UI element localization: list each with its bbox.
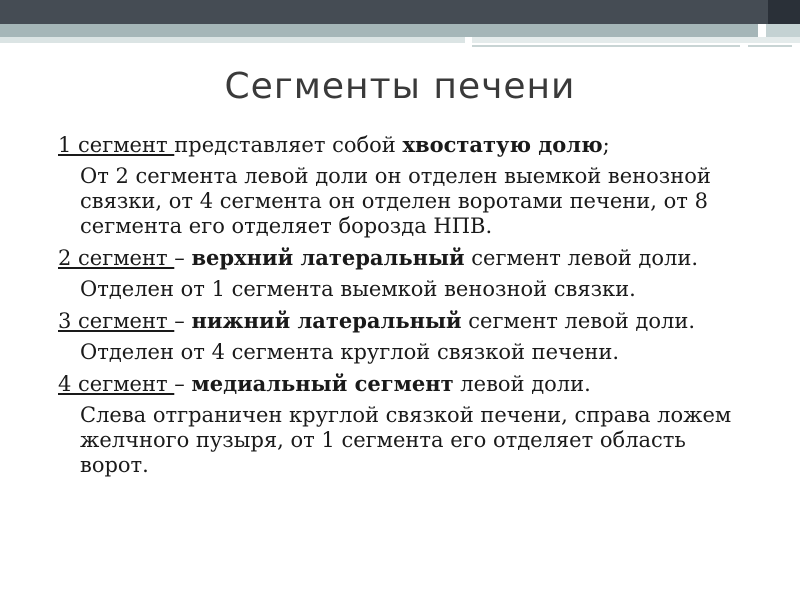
segment-2-text: – <box>174 246 192 270</box>
segment-2-rest: сегмент левой доли. <box>464 246 699 270</box>
segment-1-bold: хвостатую долю <box>402 132 603 157</box>
header-line-right <box>748 45 792 47</box>
header-band-dark <box>0 0 800 24</box>
segment-3-item <box>58 308 748 334</box>
segment-2-label: 2 сегмент <box>58 246 175 270</box>
segment-4-bold: медиальный сегмент <box>191 371 454 396</box>
segment-3-text: – <box>174 309 192 333</box>
segment-3-bold: нижний латеральный <box>191 308 462 333</box>
segment-1-text: представляет собой <box>174 133 403 157</box>
segment-4-text: – <box>174 372 192 396</box>
segment-3-label: 3 сегмент <box>58 309 175 333</box>
slide-title: Сегменты печени <box>224 66 576 107</box>
segment-3-detail: Отделен от 4 сегмента круглой связкой печени. <box>80 340 620 364</box>
header-band-light-right <box>472 37 800 43</box>
segment-4-rest: левой доли. <box>453 372 591 396</box>
header-band-teal <box>0 24 758 37</box>
segment-1-detail: От 2 сегмента левой доли он отделен выемкой венозной связки, от 4 сегмента он отделен воротами печени, от 8 сегмента его отделяет борозда НПВ. <box>80 164 711 238</box>
segment-1-rest: ; <box>602 133 610 157</box>
slide-content <box>58 132 748 484</box>
header-band-accent <box>768 0 800 24</box>
header-line <box>472 45 740 47</box>
header-band-light <box>0 37 465 43</box>
header-band-teal-right <box>766 24 800 37</box>
segment-2-item <box>58 245 748 271</box>
segment-4-label: 4 сегмент <box>58 372 175 396</box>
segment-1-label: 1 сегмент <box>58 133 175 157</box>
segment-1-item <box>58 132 748 158</box>
segment-2-detail: Отделен от 1 сегмента выемкой венозной связки. <box>80 277 636 301</box>
segment-4-item <box>58 371 748 397</box>
segment-2-bold: верхний латеральный <box>191 245 465 270</box>
segment-3-rest: сегмент левой доли. <box>461 309 696 333</box>
segment-4-detail: Слева отграничен круглой связкой печени, справа ложем желчного пузыря, от 1 сегмента его отделяет область ворот. <box>80 403 732 477</box>
